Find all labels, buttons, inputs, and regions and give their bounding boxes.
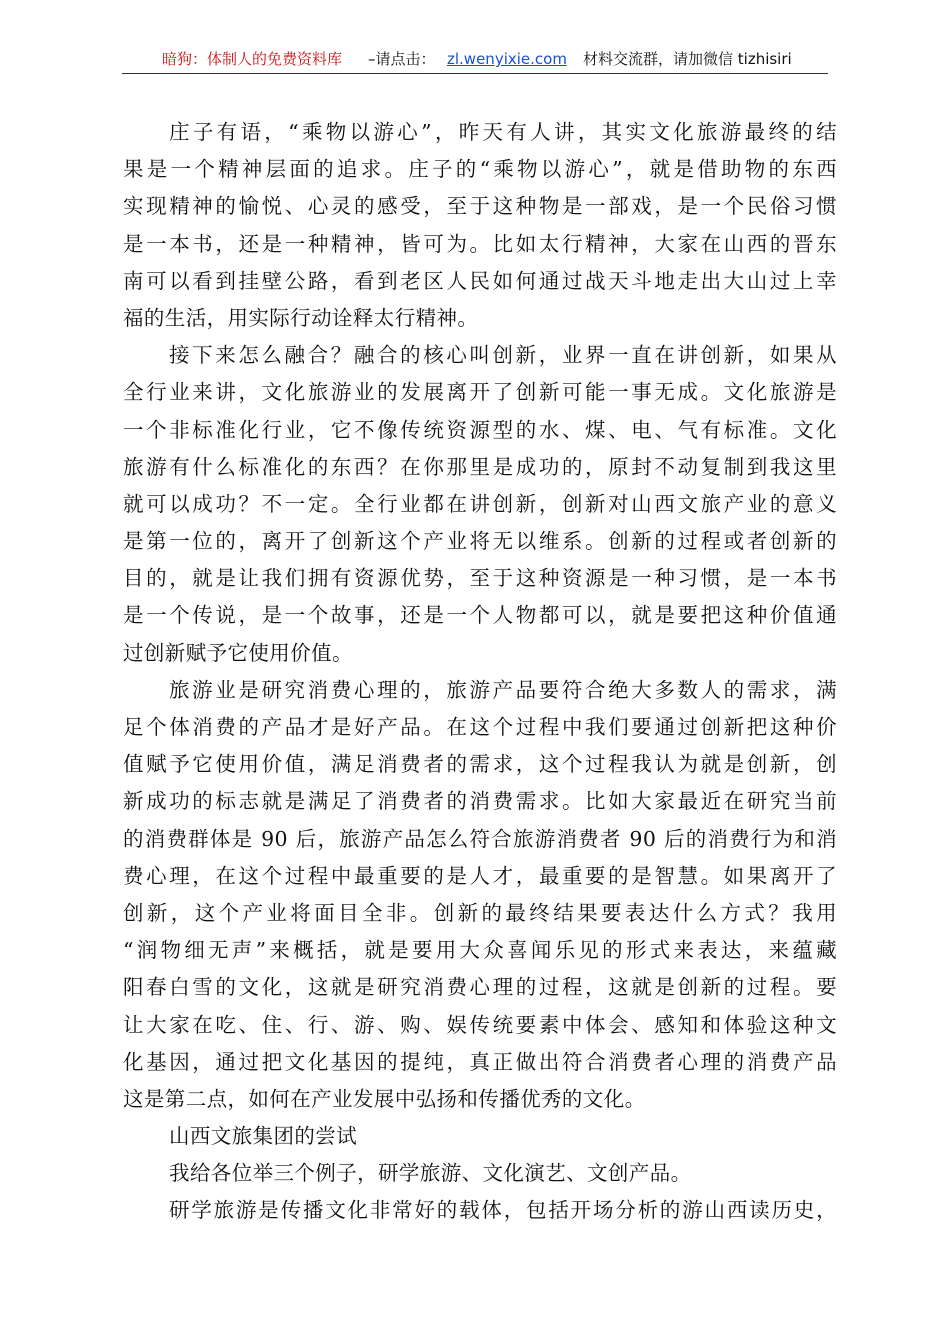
- text-line: 是一个传说，是一个故事，还是一个人物都可以，就是要把这种价值通: [123, 603, 837, 628]
- text-line: 过创新赋予它使用价值。: [123, 640, 353, 665]
- text-line: 化基因，通过把文化基因的提纯，真正做出符合消费者心理的消费产品: [123, 1049, 837, 1074]
- paragraph-1: [123, 114, 837, 337]
- paragraph-5: [123, 1192, 837, 1229]
- text-line: 目的，就是让我们拥有资源优势，至于这种资源是一种习惯，是一本书: [123, 566, 837, 591]
- text-line: 的消费群体是 90 后，旅游产品怎么符合旅游消费者 90 后的消费行为和消: [123, 826, 837, 851]
- text-line: 全行业来讲，文化旅游业的发展离开了创新可能一事无成。文化旅游是: [123, 380, 837, 405]
- text-line: 福的生活，用实际行动诠释太行精神。: [123, 305, 479, 330]
- text-line: 值赋予它使用价值，满足消费者的需求，这个过程我认为就是创新，创: [123, 752, 837, 777]
- text-line: 一个非标准化行业，它不像传统资源型的水、煤、电、气有标准。文化: [123, 417, 837, 442]
- text-line: 让大家在吃、住、行、游、购、娱传统要素中体会、感知和体验这种文: [123, 1012, 837, 1037]
- page-header: [0, 44, 950, 74]
- text-line: 是第一位的，离开了创新这个产业将无以维系。创新的过程或者创新的: [123, 529, 837, 554]
- header-click-prompt: –请点击：: [368, 50, 436, 68]
- text-line: 创新，这个产业将面目全非。创新的最终结果要表达什么方式？我用: [123, 900, 837, 925]
- text-line: 果是一个精神层面的追求。庄子的“乘物以游心”，就是借助物的东西: [123, 157, 837, 182]
- text-line: 旅游有什么标准化的东西？在你那里是成功的，原封不动复制到我这里: [123, 454, 837, 479]
- text-line: 南可以看到挂壁公路，看到老区人民如何通过战天斗地走出大山过上幸: [123, 268, 837, 293]
- text-line: 足个体消费的产品才是好产品。在这个过程中我们要通过创新把这种价: [123, 715, 837, 739]
- text-line: 接下来怎么融合？融合的核心叫创新，业界一直在讲创新，如果从: [169, 343, 837, 368]
- text-line: 庄子有语，“乘物以游心”，昨天有人讲，其实文化旅游最终的结: [169, 120, 837, 144]
- text-line: “润物细无声”来概括，就是要用大众喜闻乐见的形式来表达，来蕴藏: [123, 938, 837, 963]
- paragraph-4: [123, 1155, 837, 1192]
- paragraph-3: [123, 672, 837, 1118]
- section-heading: [123, 1118, 837, 1155]
- header-divider: [122, 73, 828, 74]
- text-line: 研学旅游是传播文化非常好的载体，包括开场分析的游山西读历史，: [169, 1198, 837, 1223]
- text-line: 费心理，在这个过程中最重要的是人才，最重要的是智慧。如果离开了: [123, 863, 837, 888]
- document-body: [123, 114, 837, 1230]
- text-line: 我给各位举三个例子，研学旅游、文化演艺、文创产品。: [169, 1161, 692, 1186]
- header-wechat-note: 材料交流群，请加微信 tizhisiri: [583, 50, 792, 68]
- text-line: 实现精神的愉悦、心灵的感受，至于这种物是一部戏，是一个民俗习惯: [123, 194, 837, 219]
- paragraph-2: [123, 337, 837, 672]
- text-line: 旅游业是研究消费心理的，旅游产品要符合绝大多数人的需求，满: [169, 677, 837, 702]
- text-line: 是一本书，还是一种精神，皆可为。比如太行精神，大家在山西的晋东: [123, 231, 837, 256]
- header-brand-text: 暗狗：体制人的免费资料库: [162, 50, 343, 68]
- header-site-link[interactable]: zl.wenyixie.com: [447, 50, 567, 68]
- text-line: 阳春白雪的文化，这就是研究消费心理的过程，这就是创新的过程。要: [123, 975, 837, 1000]
- text-line: 新成功的标志就是满足了消费者的消费需求。比如大家最近在研究当前: [123, 789, 837, 814]
- text-line: 山西文旅集团的尝试: [169, 1124, 358, 1149]
- text-line: 这是第二点，如何在产业发展中弘扬和传播优秀的文化。: [123, 1086, 646, 1111]
- text-line: 就可以成功？不一定。全行业都在讲创新，创新对山西文旅产业的意义: [123, 491, 837, 516]
